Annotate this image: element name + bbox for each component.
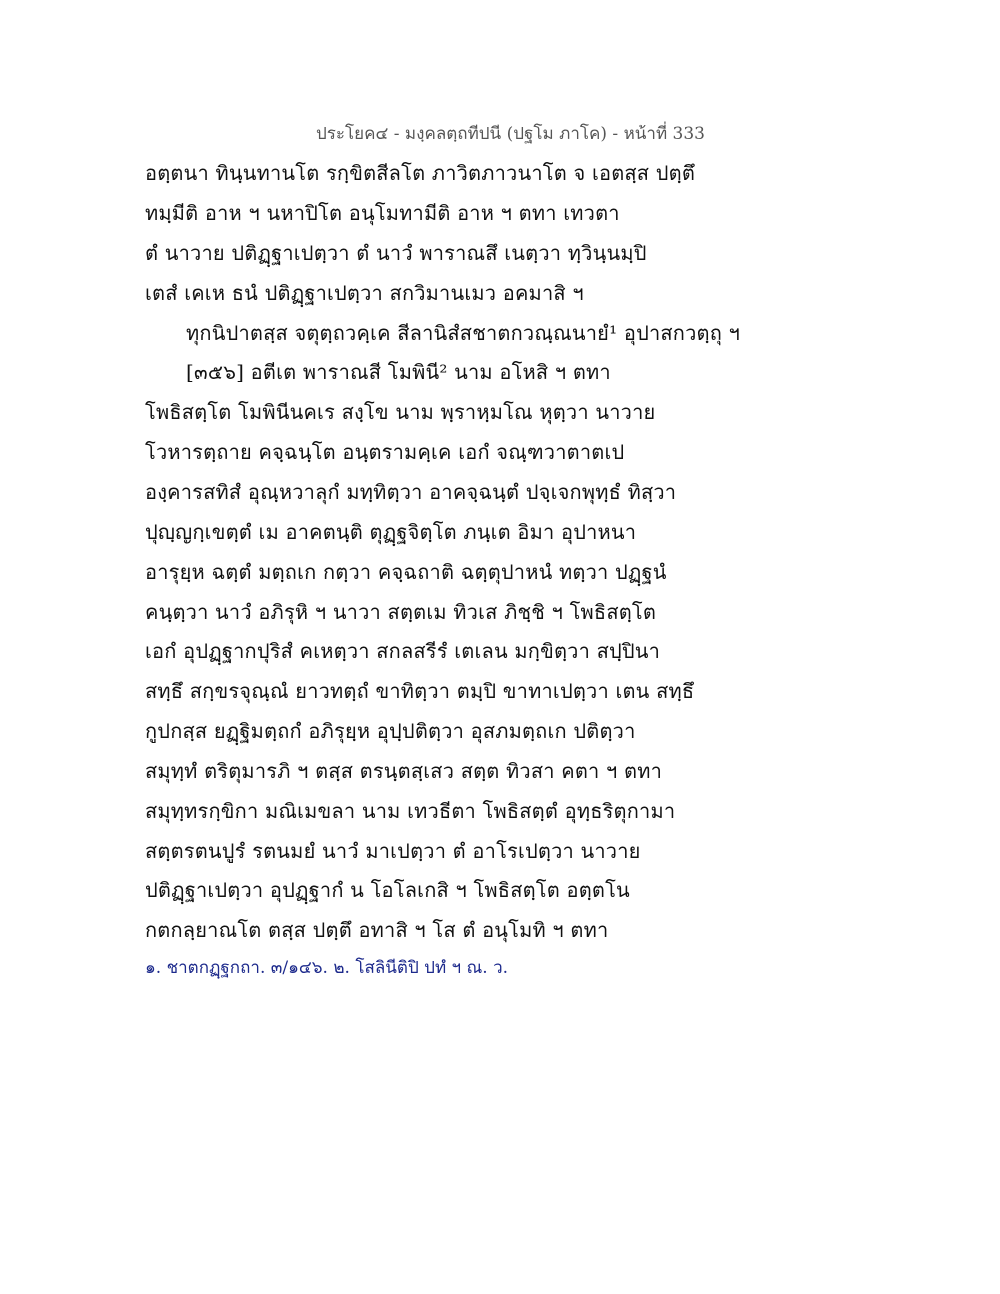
- text-line: โพธิสตฺโต โมพินีนคเร สงฺโข นาม พฺราหฺมโณ หุตฺวา นาวาย: [145, 400, 656, 424]
- text-line: โวหารตฺถาย คจฺฉนฺโต อนฺตรามคฺเค เอกํ จณฺฑวาตาตเป: [145, 440, 625, 464]
- page-header: ประโยค๔ - มงฺคลตฺถทีปนี (ปฐโม ภาโค) - หน้าที่ 333: [316, 124, 705, 144]
- text-line: เตสํ เคเห ธนํ ปติฏฺฐาเปตฺวา สกวิมานเมว อคมาสิ ฯ: [145, 281, 584, 305]
- text-line: ทมฺมีติ อาห ฯ นหาปิโต อนุโมทามีติ อาห ฯ ตทา เทวตา: [145, 201, 620, 225]
- text-line: ทุกนิปาตสฺส จตุตฺถวคฺเค สีลานิสํสชาตกวณฺณนายํ¹ อุปาสกวตฺถุ ฯ: [186, 321, 741, 345]
- text-line: สตฺตรตนปูรํ รตนมยํ นาวํ มาเปตฺวา ตํ อาโรเปตฺวา นาวาย: [145, 839, 641, 863]
- text-line: ปติฏฺฐาเปตฺวา อุปฏฺฐากํ น โอโลเกสิ ฯ โพธิสตฺโต อตฺตโน: [145, 878, 630, 902]
- text-line: กตกลฺยาณโต ตสฺส ปตฺตึ อทาสิ ฯ โส ตํ อนุโมทิ ฯ ตทา: [145, 918, 609, 942]
- text-line: ปุญฺญกฺเขตฺตํ เม อาคตนฺติ ตุฏฺฐจิตฺโต ภนฺเต อิมา อุปาหนา: [145, 520, 637, 544]
- text-line: คนฺตฺวา นาวํ อภิรุหิ ฯ นาวา สตฺตเม ทิวเส ภิชฺชิ ฯ โพธิสตฺโต: [145, 600, 657, 624]
- text-line: กูปกสฺส ยฏฺฐิมตฺถกํ อภิรุยฺห อุปฺปติตฺวา อุสภมตฺถเก ปติตฺวา: [145, 719, 636, 743]
- text-line: [๓๕๖] อตีเต พาราณสี โมพินี² นาม อโหสิ ฯ ตทา: [186, 360, 611, 384]
- footnote: ๑. ชาตกฏฺฐกถา. ๓/๑๔๖. ๒. โสลินีติปิ ปทํ ฯ ณ. ว.: [145, 958, 509, 978]
- text-line: สมุทฺทํ ตริตุมารภิ ฯ ตสฺส ตรนฺตสฺเสว สตฺต ทิวสา คตา ฯ ตทา: [145, 759, 663, 783]
- text-line: สมุทฺทรกฺขิกา มณิเมขลา นาม เทวธีตา โพธิสตฺตํ อุทฺธริตุกามา: [145, 799, 676, 823]
- text-line: องฺคารสทิสํ อุณฺหวาลุกํ มทฺทิตฺวา อาคจฺฉนฺตํ ปจฺเจกพุทฺธํ ทิสฺวา: [145, 480, 677, 504]
- text-line: สทฺธึ สกฺขรจุณฺณํ ยาวทตฺถํ ขาทิตฺวา ตมฺปิ ขาทาเปตฺวา เตน สทฺธึ: [145, 679, 695, 703]
- text-line: อารุยฺห ฉตฺตํ มตฺถเก กตฺวา คจฺฉถาติ ฉตฺตุปาหนํ ทตฺวา ปฏฺฐนํ: [145, 560, 667, 584]
- text-line: เอกํ อุปฏฺฐากปุริสํ คเหตฺวา สกลสรีรํ เตเลน มกฺขิตฺวา สปฺปินา: [145, 639, 661, 663]
- text-line: อตฺตนา ทินฺนทานโต รกฺขิตสีลโต ภาวิตภาวนาโต จ เอตสฺส ปตฺตึ: [145, 161, 696, 185]
- text-line: ตํ นาวาย ปติฏฺฐาเปตฺวา ตํ นาวํ พาราณสึ เนตฺวา ทฺวินฺนมฺปิ: [145, 241, 647, 265]
